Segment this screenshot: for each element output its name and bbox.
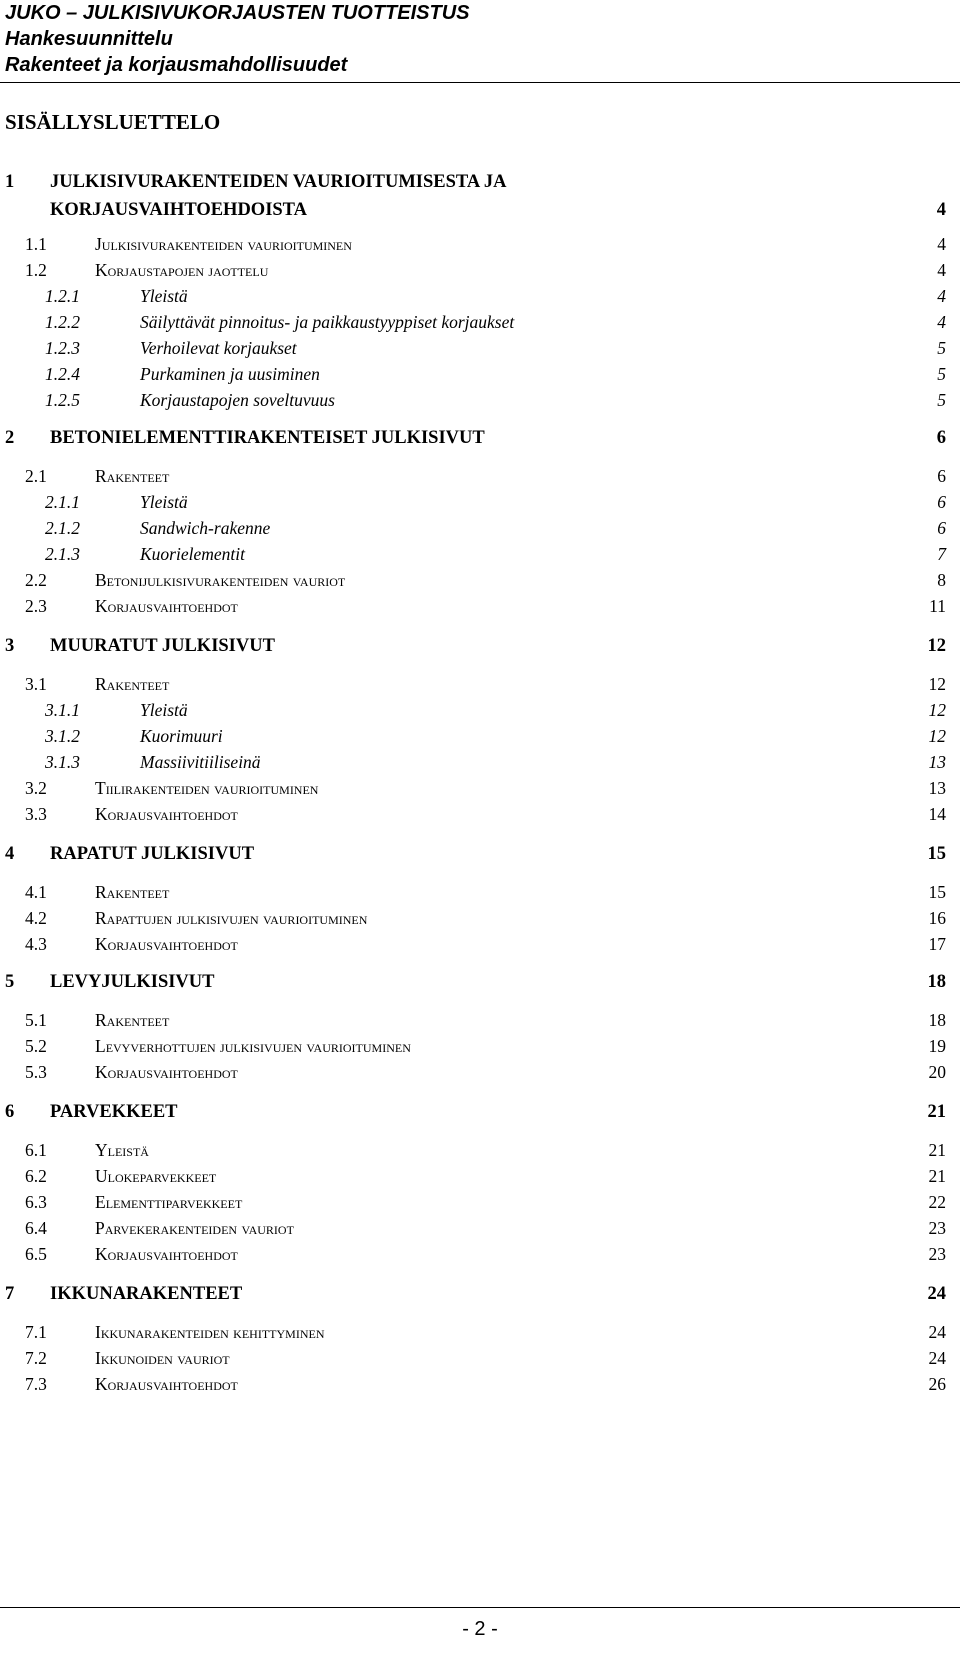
toc-entry-label: Purkaminen ja uusiminen [140, 364, 320, 384]
toc-entry-label: Yleistä [140, 286, 188, 306]
toc-entry[interactable] [0, 842, 960, 868]
toc-entry[interactable] [0, 1282, 960, 1308]
toc-entry-page: 6 [936, 428, 946, 448]
toc-entry-page: 5 [937, 364, 946, 384]
toc-entry-page: 22 [928, 1192, 946, 1212]
toc-entry-page: 24 [928, 1348, 946, 1368]
toc-entry-page: 11 [929, 596, 946, 616]
toc-entry-number: 1.1 [25, 234, 47, 254]
toc-entry-number: 7.3 [25, 1374, 47, 1394]
toc-entry-number: 1.2.4 [45, 364, 80, 384]
toc-entry-label: Korjausvaihtoehdot [95, 1062, 238, 1082]
toc-entry-number: 7.1 [25, 1322, 47, 1342]
toc-entry[interactable] [0, 170, 960, 196]
toc-entry-label: BETONIELEMENTTIRAKENTEISET JULKISIVUT [50, 428, 485, 448]
toc-entry-page: 21 [928, 1140, 946, 1160]
toc-entry-page: 24 [928, 1322, 946, 1342]
toc-entry[interactable] [0, 970, 960, 996]
toc-entry-number: 4.2 [25, 908, 47, 928]
toc-entry[interactable] [0, 750, 960, 776]
toc-entry[interactable] [0, 258, 960, 284]
toc-entry-number: 1 [5, 172, 15, 192]
toc-entry-label: Verhoilevat korjaukset [140, 338, 297, 358]
toc-entry-number: 5.3 [25, 1062, 47, 1082]
toc-entry[interactable] [0, 336, 960, 362]
toc-entry-label: Säilyttävät pinnoitus- ja paikkaustyyppiset korjaukset [140, 312, 515, 332]
toc-entry-page: 20 [928, 1062, 946, 1082]
toc-entry-page: 14 [928, 804, 946, 824]
toc-entry-page: 13 [928, 752, 946, 772]
toc-entry-label: Korjausvaihtoehdot [95, 934, 238, 954]
toc-entry-label: Rakenteet [95, 674, 170, 694]
toc-entry-label: Rapattujen julkisivujen vaurioituminen [95, 908, 368, 928]
toc-entry[interactable] [0, 568, 960, 594]
toc-entry-page: 15 [927, 844, 946, 864]
toc-entry-page: 6 [937, 466, 946, 486]
toc-entry-number: 2.1 [25, 466, 47, 486]
toc-entry[interactable] [0, 490, 960, 516]
toc-entry-page: 13 [928, 778, 946, 798]
toc-entry[interactable] [0, 464, 960, 490]
header-title: JUKO – JULKISIVUKORJAUSTEN TUOTTEISTUS [5, 2, 470, 24]
toc-entry-number: 5.1 [25, 1010, 47, 1030]
toc-entry[interactable] [0, 698, 960, 724]
header-section: Rakenteet ja korjausmahdollisuudet [5, 54, 348, 76]
toc-entry-number: 3.1 [25, 674, 47, 694]
toc-entry-page: 8 [937, 570, 946, 590]
toc-entry-label: Yleistä [140, 492, 188, 512]
toc-entry-label: Korjausvaihtoehdot [95, 1244, 238, 1264]
toc-entry-label: Yleistä [140, 700, 188, 720]
toc-entry-label: Korjausvaihtoehdot [95, 804, 238, 824]
toc-entry[interactable] [0, 1320, 960, 1346]
toc-entry-number: 4.1 [25, 882, 47, 902]
toc-entry-page: 12 [928, 674, 946, 694]
toc-entry-label: Massiivitiiliseinä [140, 752, 261, 772]
toc-entry-page: 5 [937, 390, 946, 410]
toc-entry-number: 6.2 [25, 1166, 47, 1186]
document-header [5, 0, 955, 78]
toc-entry-label: KORJAUSVAIHTOEHDOISTA [50, 200, 308, 220]
toc-entry-page: 5 [937, 338, 946, 358]
toc-entry[interactable] [0, 932, 960, 958]
toc-entry-label: PARVEKKEET [50, 1102, 178, 1122]
toc-entry-number: 2 [5, 428, 15, 448]
toc-entry[interactable] [0, 802, 960, 828]
toc-entry-label: Kuorimuuri [140, 726, 223, 746]
toc-entry-number: 2.1.1 [45, 492, 80, 512]
toc-entry-page: 23 [928, 1244, 946, 1264]
toc-entry-number: 1.2.3 [45, 338, 80, 358]
toc-entry-label: Kuorielementit [140, 544, 245, 564]
toc-entry-label: Korjausvaihtoehdot [95, 1374, 238, 1394]
toc-entry-label: Julkisivurakenteiden vaurioituminen [95, 234, 352, 254]
toc-entry-number: 3.2 [25, 778, 47, 798]
toc-entry-page: 18 [928, 1010, 946, 1030]
toc-entry-label: Ikkunoiden vauriot [95, 1348, 230, 1368]
toc-entry-page: 12 [928, 700, 946, 720]
toc-entry-label: Rakenteet [95, 882, 170, 902]
toc-entry[interactable] [0, 542, 960, 568]
toc-entry-page: 4 [937, 312, 946, 332]
toc-entry[interactable] [0, 232, 960, 258]
toc-entry-number: 4 [5, 844, 15, 864]
toc-entry-page: 23 [928, 1218, 946, 1238]
toc-entry-number: 2.3 [25, 596, 47, 616]
toc-entry-label: Yleistä [95, 1140, 149, 1160]
toc-title: SISÄLLYSLUETTELO [5, 110, 221, 134]
toc-entry-label: Parvekerakenteiden vauriot [95, 1218, 294, 1238]
toc-entry-page: 4 [937, 286, 946, 306]
toc-entry-page: 4 [937, 234, 946, 254]
toc-entry[interactable] [0, 1190, 960, 1216]
toc-entry-label: Rakenteet [95, 466, 170, 486]
toc-entry[interactable] [0, 1060, 960, 1086]
toc-entry[interactable] [0, 776, 960, 802]
toc-entry-page: 12 [928, 726, 946, 746]
toc-entry-page: 4 [936, 200, 946, 220]
toc-entry-page: 6 [937, 492, 946, 512]
toc-entry-page: 24 [927, 1284, 946, 1304]
toc-entry[interactable] [0, 388, 960, 414]
toc-entry[interactable] [0, 594, 960, 620]
toc-entry[interactable] [0, 426, 960, 452]
toc-entry-label: IKKUNARAKENTEET [50, 1284, 243, 1304]
toc-entry[interactable] [0, 906, 960, 932]
toc-entry-number: 1.2.2 [45, 312, 80, 332]
toc-entry-page: 16 [928, 908, 946, 928]
toc-entry-number: 6 [5, 1102, 15, 1122]
toc-entry-label: Korjausvaihtoehdot [95, 596, 238, 616]
toc-entry-label: LEVYJULKISIVUT [50, 972, 215, 992]
toc-entry-number: 7 [5, 1284, 15, 1304]
toc-entry-number: 6.1 [25, 1140, 47, 1160]
toc-entry-label: Elementtiparvekkeet [95, 1192, 243, 1212]
toc-entry[interactable] [0, 1138, 960, 1164]
toc-entry-label: Ikkunarakenteiden kehittyminen [95, 1322, 325, 1342]
toc-entry[interactable] [0, 1034, 960, 1060]
toc-entry-page: 21 [927, 1102, 946, 1122]
toc-entry[interactable] [0, 880, 960, 906]
toc-entry-label: Sandwich-rakenne [140, 518, 271, 538]
toc-entry[interactable] [0, 516, 960, 542]
header-divider [0, 82, 960, 83]
toc-entry[interactable] [0, 1242, 960, 1268]
toc-entry-label: Levyverhottujen julkisivujen vaurioituminen [95, 1036, 411, 1056]
toc-entry-page: 21 [928, 1166, 946, 1186]
toc-entry-page: 12 [927, 636, 946, 656]
toc-entry-label: Rakenteet [95, 1010, 170, 1030]
toc-entry-label: Ulokeparvekkeet [95, 1166, 217, 1186]
toc-entry[interactable] [0, 1216, 960, 1242]
toc-entry-number: 3.1.2 [45, 726, 80, 746]
toc-entry-page: 7 [937, 544, 946, 564]
toc-entry-number: 3.3 [25, 804, 47, 824]
toc-entry-number: 2.1.2 [45, 518, 80, 538]
toc-entry[interactable] [0, 284, 960, 310]
toc-entry[interactable] [0, 1008, 960, 1034]
toc-entry[interactable] [0, 724, 960, 750]
toc-entry-page: 6 [937, 518, 946, 538]
toc-entry-number: 2.2 [25, 570, 47, 590]
toc-entry-number: 2.1.3 [45, 544, 80, 564]
toc-entry[interactable] [0, 634, 960, 660]
toc-entry[interactable] [0, 672, 960, 698]
toc-entry-number: 1.2.1 [45, 286, 80, 306]
toc-entry-number: 5 [5, 972, 15, 992]
toc-entry-number: 3 [5, 636, 15, 656]
toc-entry-label: Korjaustapojen jaottelu [95, 260, 269, 280]
toc-entry-number: 5.2 [25, 1036, 47, 1056]
toc-entry-number: 6.5 [25, 1244, 47, 1264]
toc-entry-page: 4 [937, 260, 946, 280]
toc-entry-label: Korjaustapojen soveltuvuus [140, 390, 335, 410]
toc-entry[interactable] [0, 362, 960, 388]
toc-entry[interactable] [0, 1100, 960, 1126]
footer-divider [0, 1607, 960, 1608]
toc-entry-label: Tiilirakenteiden vaurioituminen [95, 778, 319, 798]
toc-entry-number: 1.2.5 [45, 390, 80, 410]
toc-entry-number: 3.1.3 [45, 752, 80, 772]
header-subtitle: Hankesuunnittelu [5, 28, 173, 50]
toc-entry[interactable] [0, 198, 960, 224]
toc-entry-label: MUURATUT JULKISIVUT [50, 636, 275, 656]
toc-entry-number: 4.3 [25, 934, 47, 954]
toc-entry-number: 7.2 [25, 1348, 47, 1368]
toc-entry-label: Betonijulkisivurakenteiden vauriot [95, 570, 346, 590]
toc-entry[interactable] [0, 1164, 960, 1190]
page-number: - 2 - [462, 1618, 498, 1640]
toc-entry[interactable] [0, 1372, 960, 1398]
toc-entry-number: 3.1.1 [45, 700, 80, 720]
toc-entry-page: 19 [928, 1036, 946, 1056]
toc-entry-page: 26 [928, 1374, 946, 1394]
toc-entry-page: 18 [927, 972, 946, 992]
toc-entry-page: 15 [928, 882, 946, 902]
toc-entry-label: RAPATUT JULKISIVUT [50, 844, 255, 864]
toc-entry-number: 6.3 [25, 1192, 47, 1212]
toc-entry[interactable] [0, 310, 960, 336]
toc-entry-number: 6.4 [25, 1218, 47, 1238]
toc-entry-number: 1.2 [25, 260, 47, 280]
toc-entry-page: 17 [928, 934, 946, 954]
toc-entry-label: JULKISIVURAKENTEIDEN VAURIOITUMISESTA JA [50, 172, 507, 192]
toc-entry[interactable] [0, 1346, 960, 1372]
